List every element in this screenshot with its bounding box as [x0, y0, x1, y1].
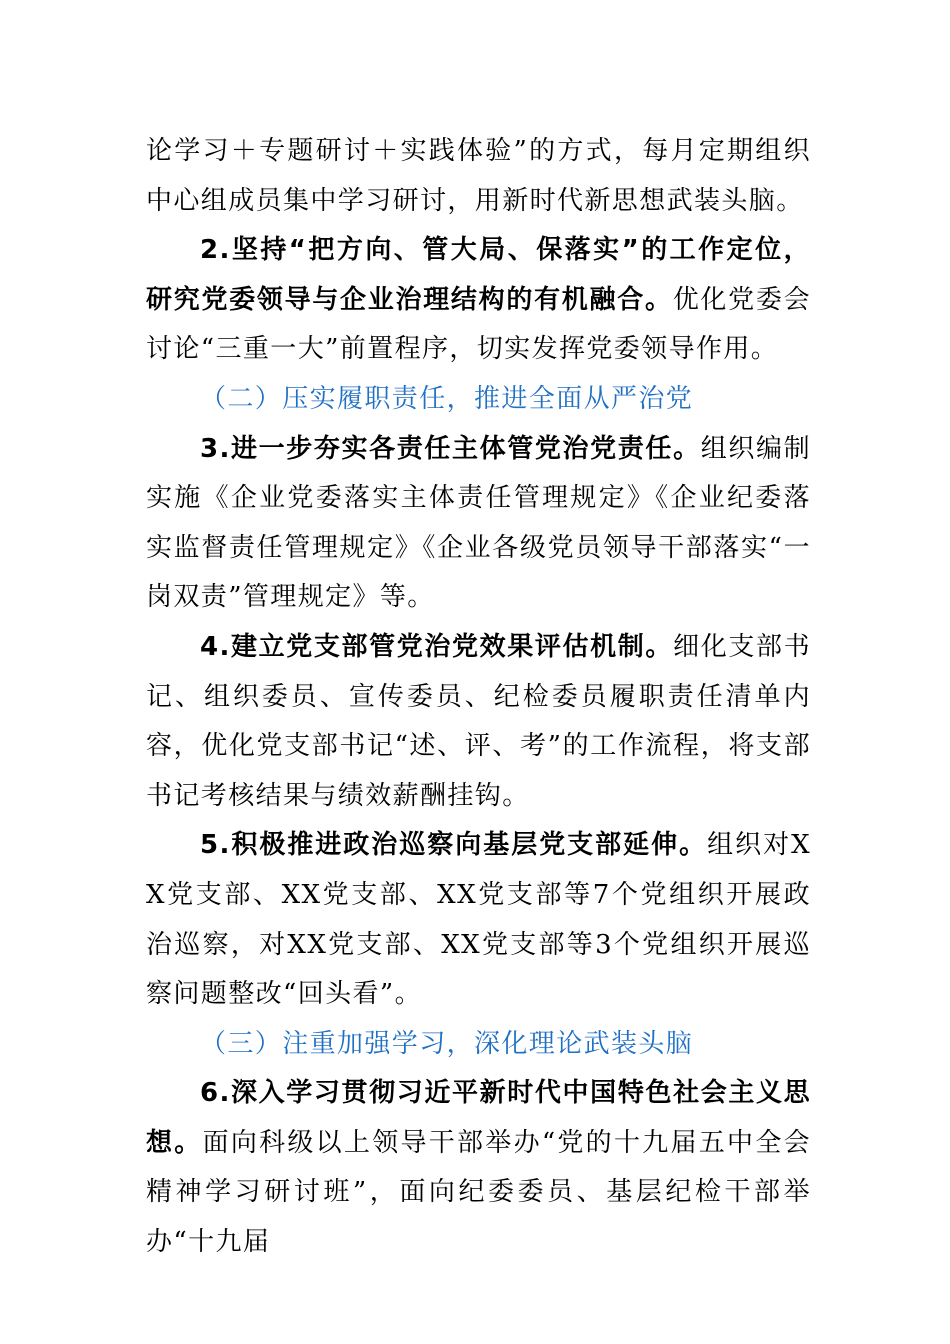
- paragraph-item-3: [146, 425, 811, 623]
- item-2-text: 优化党委会讨论“三重一大”前置程序，切实发挥党委领导作用。: [146, 284, 811, 365]
- paragraph-text: 论学习＋专题研讨＋实践体验”的方式，每月定期组织中心组成员集中学习研讨，用新时代新思想武装头脑。: [146, 136, 811, 216]
- item-5-text: 组织对XX党支部、XX党支部、XX党支部等7个党组织开展政治巡察，对XX党支部、XX党支部等3个党组织开展巡察问题整改“回头看”。: [146, 830, 811, 1010]
- item-3-text: 组织编制实施《企业党委落实主体责任管理规定》《企业纪委落实监督责任管理规定》《企业各级党员领导干部落实“一岗双责”管理规定》等。: [146, 433, 811, 613]
- paragraph-continuation: [146, 127, 811, 226]
- section-heading-2: （二）压实履职责任，推进全面从严治党: [200, 383, 694, 414]
- item-3-title: 3.进一步夯实各责任主体管党治党责任。: [200, 433, 701, 464]
- paragraph-item-2: [146, 226, 811, 375]
- paragraph-item-6: [146, 1069, 811, 1267]
- item-4-text: 细化支部书记、组织委员、宣传委员、纪检委员履职责任清单内容，优化党支部书记“述、评、考”的工作流程，将支部书记考核结果与绩效薪酬挂钩。: [146, 631, 811, 811]
- item-6-title: 6.深入学习贯彻习近平新时代中国特色社会主义思想。: [146, 1078, 811, 1158]
- item-5-title: 5.积极推进政治巡察向基层党支部延伸。: [200, 830, 708, 861]
- item-2-title: 2.坚持“把方向、管大局、保落实”的工作定位，研究党委领导与企业治理结构的有机融合。: [146, 235, 811, 315]
- document-body: [146, 127, 811, 1268]
- item-4-title: 4.建立党支部管党治党效果评估机制。: [200, 631, 674, 662]
- paragraph-item-4: [146, 623, 811, 821]
- paragraph-item-5: [146, 821, 811, 1019]
- section-heading-3: （三）注重加强学习，深化理论武装头脑: [200, 1028, 694, 1059]
- item-6-text: 面向科级以上领导干部举办“党的十九届五中全会精神学习研讨班”，面向纪委委员、基层纪检干部举办“十九届: [146, 1127, 812, 1258]
